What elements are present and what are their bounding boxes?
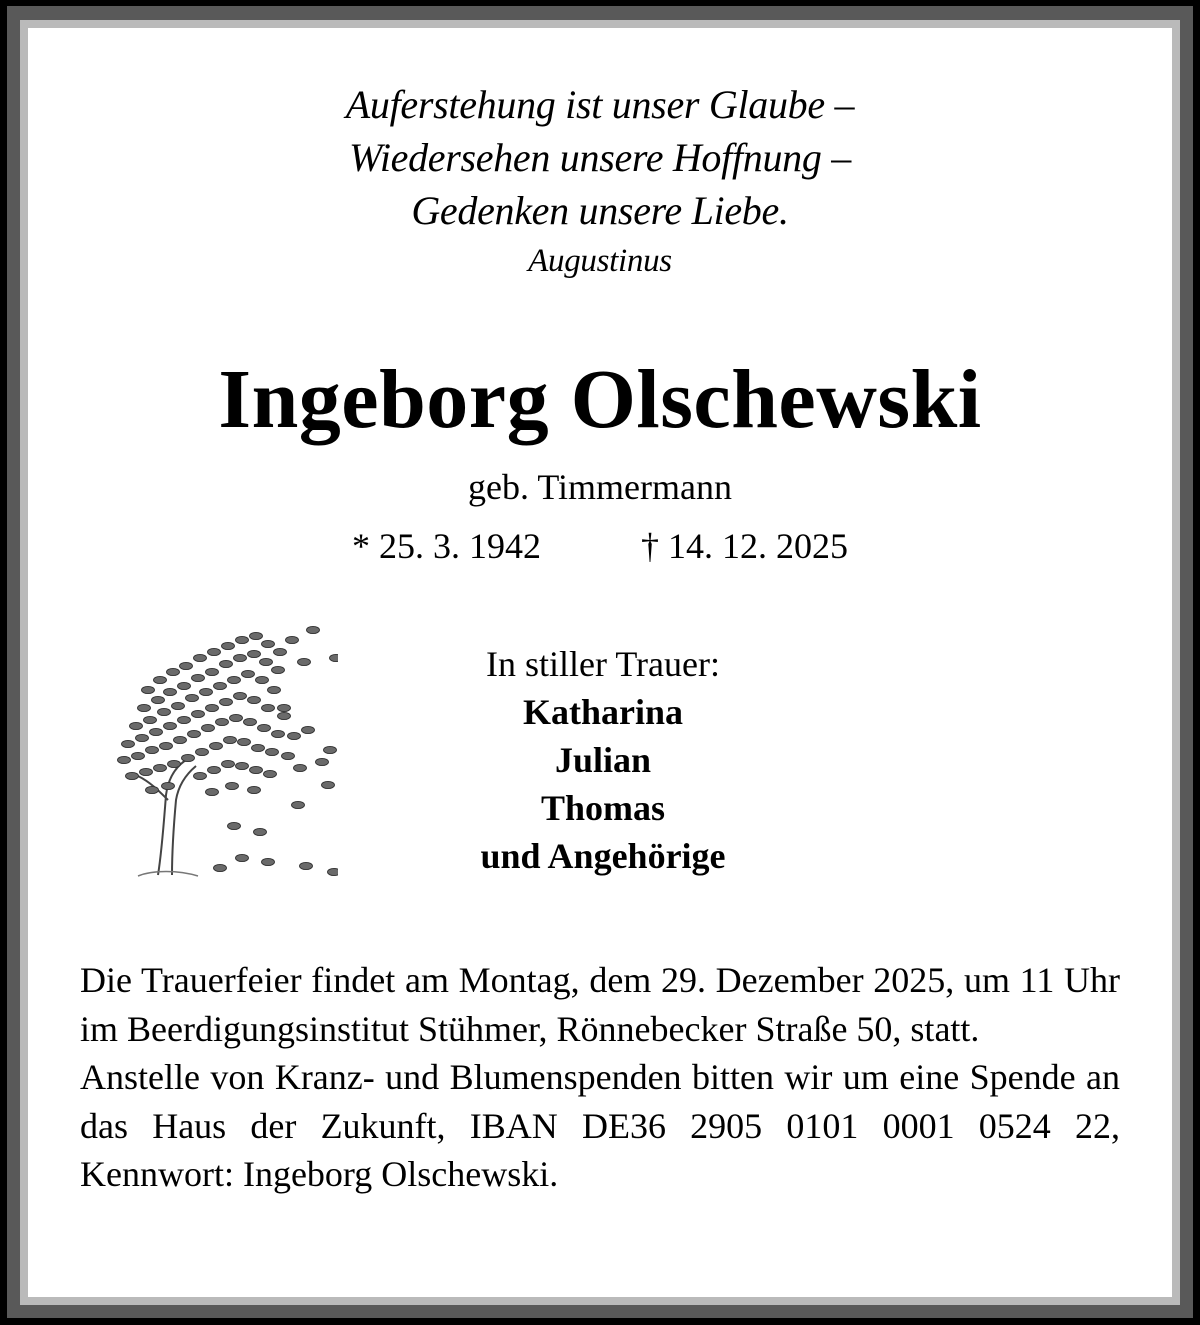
life-dates (28, 524, 1172, 568)
mourner-name: und Angehörige (480, 836, 726, 876)
motto-quote (28, 78, 1172, 285)
mourner-name: Thomas (540, 788, 666, 828)
mourners-block (408, 640, 798, 880)
motto-line: Gedenken unsere Liebe. (411, 188, 789, 233)
motto-line: Auferstehung ist unser Glaube – (345, 82, 855, 127)
funeral-notice (80, 956, 1120, 1199)
mourner-name: Julian (554, 740, 652, 780)
tree-with-blowing-leaves-icon (108, 600, 338, 880)
ceremony-details: Die Trauerfeier findet am Montag, dem 29. Dezember 2025, um 11 Uhr im Beerdigungsinstitut Stühmer, Rönnebecker Straße 50, statt. (80, 960, 1120, 1049)
death-date: † 14. 12. 2025 (641, 526, 848, 566)
motto-author: Augustinus (528, 243, 672, 279)
donation-request: Anstelle von Kranz- und Blumenspenden bitten wir um eine Spende an das Haus der Zukunft, IBAN DE36 2905 0101 0001 0524 22, Kennwort: Ingeborg Olschewski. (80, 1057, 1120, 1194)
obituary-notice (28, 28, 1172, 1297)
birth-date: * 25. 3. 1942 (352, 526, 541, 566)
mourners-heading: In stiller Trauer: (486, 644, 720, 684)
deceased-name: Ingeborg Olschewski (218, 353, 982, 446)
mourner-name: Katharina (522, 692, 683, 732)
motto-line: Wiedersehen unsere Hoffnung – (349, 135, 851, 180)
birth-name: geb. Timmermann (467, 467, 732, 507)
